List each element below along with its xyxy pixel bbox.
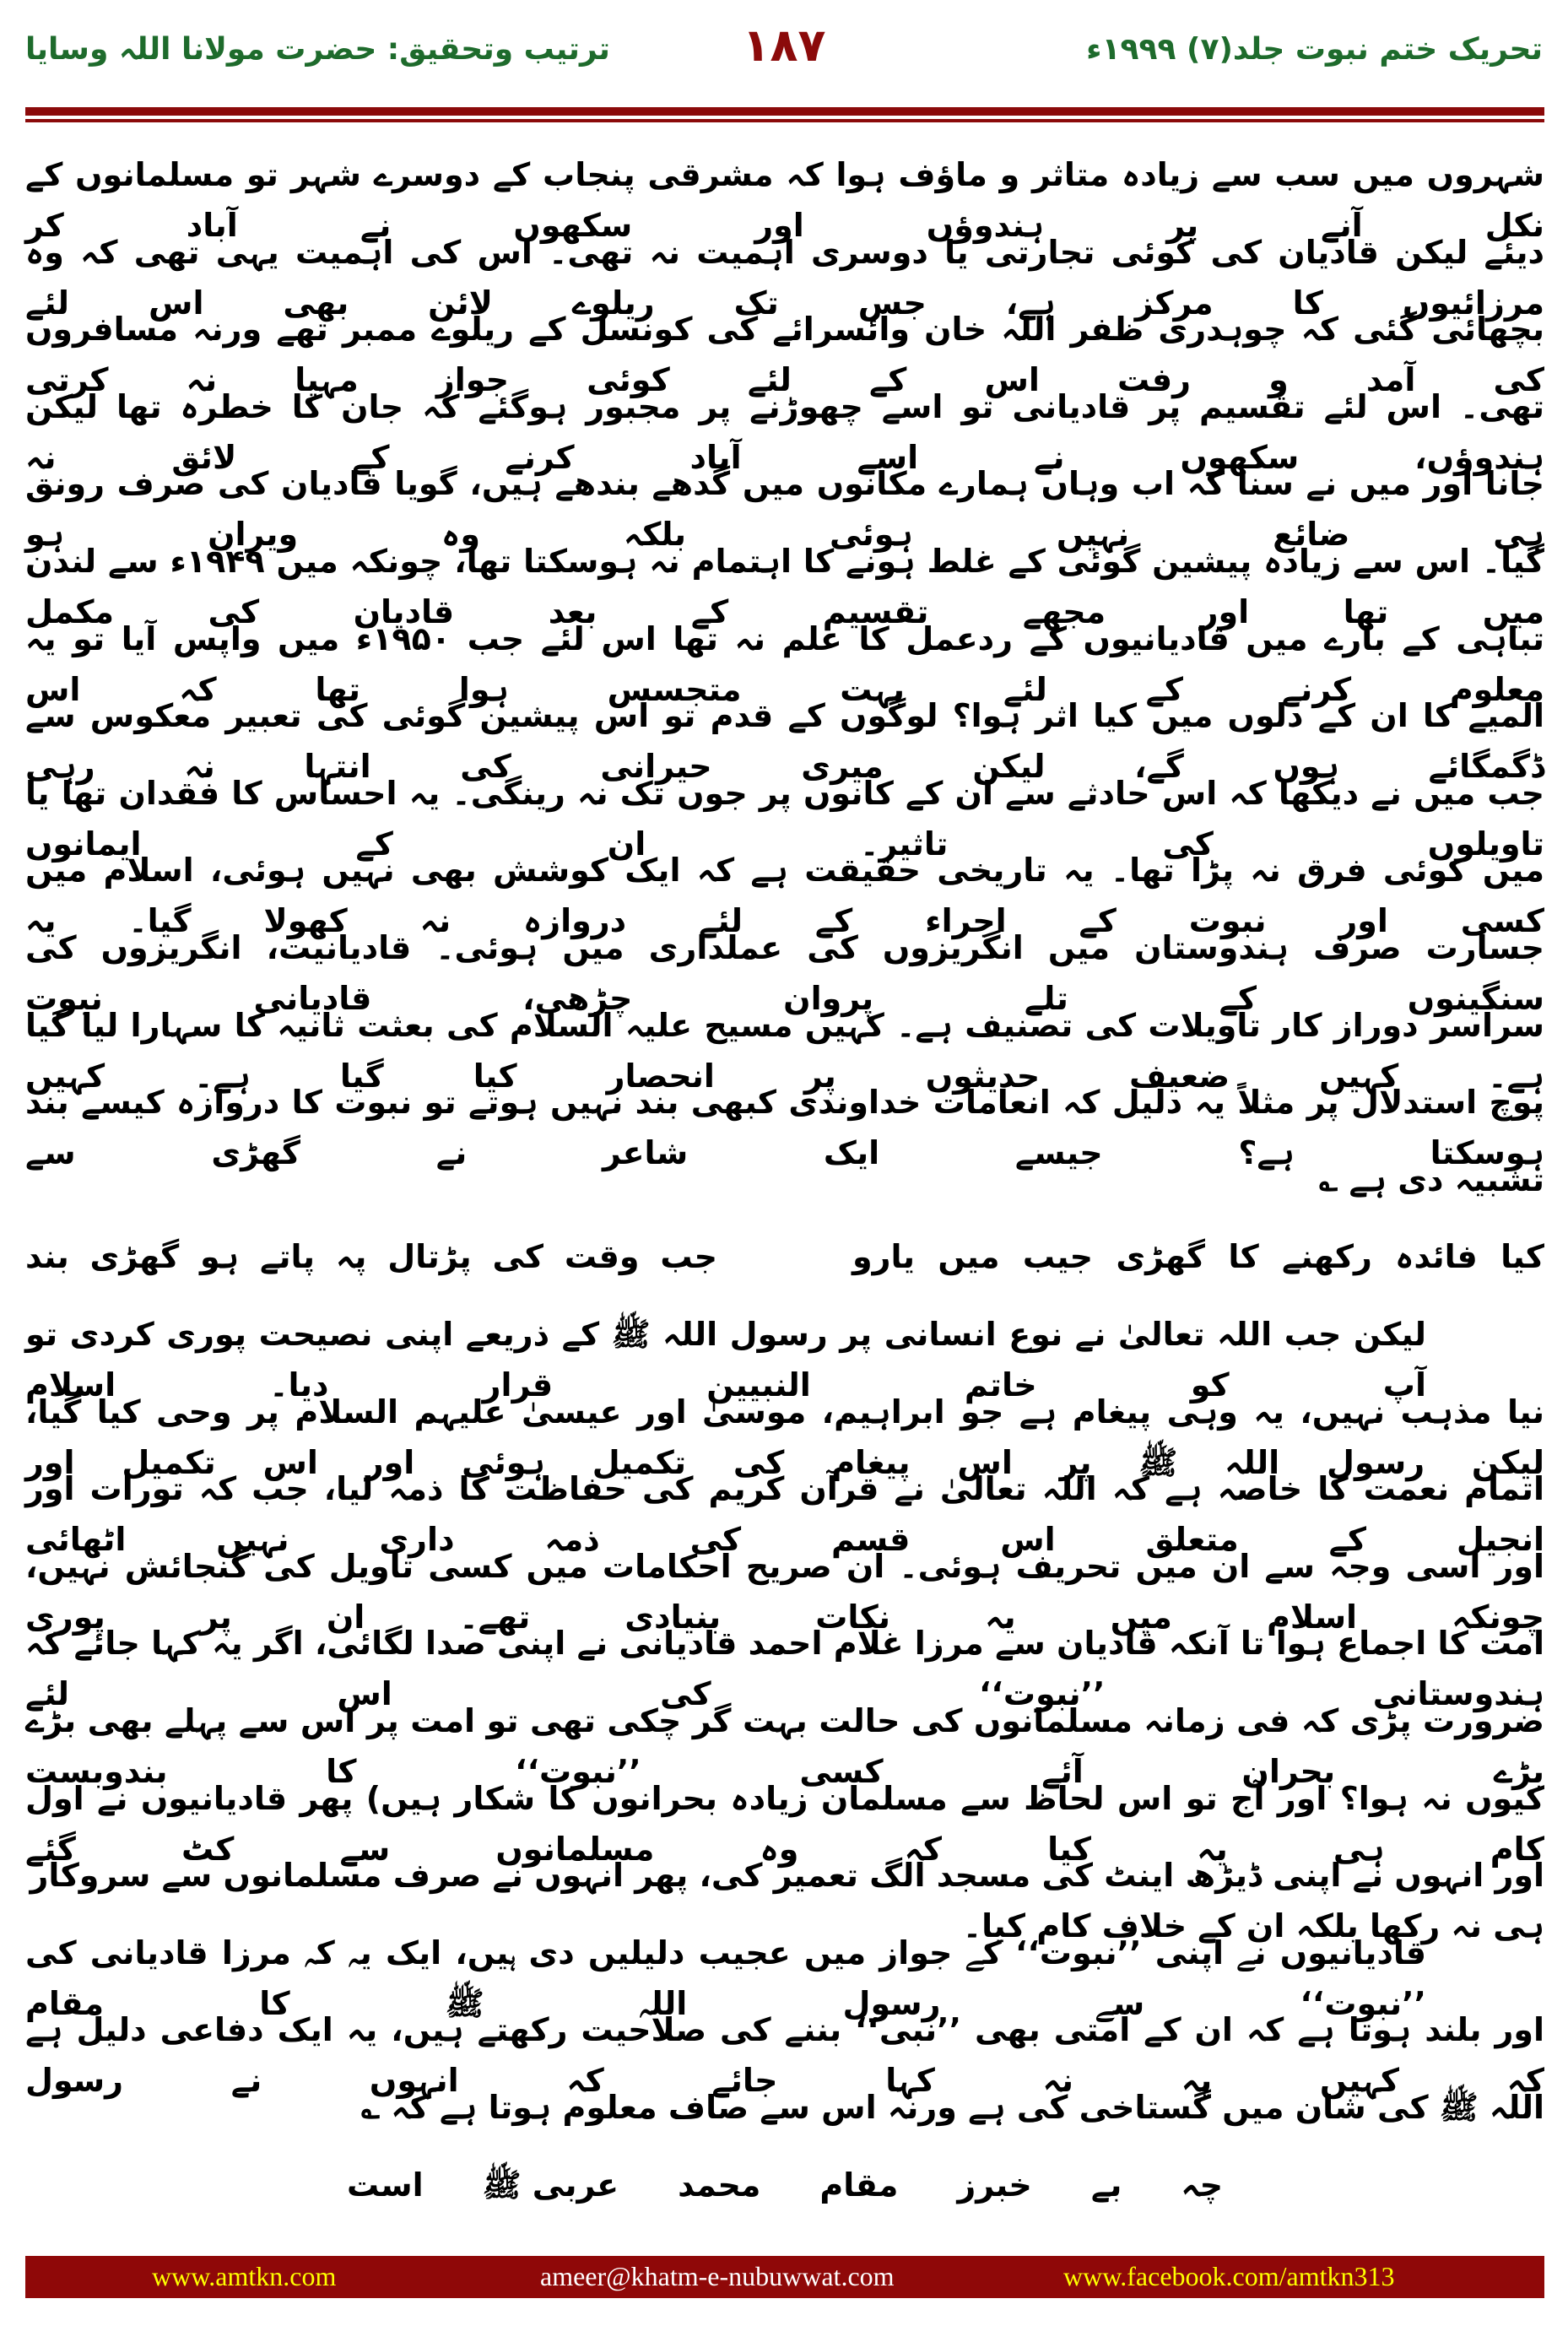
text-line: تھی۔ اس لئے تقسیم پر قادیانی تو اسے چھوڑنے پر مجبور ہوگئے کہ جان کا خطرہ تھا لیکن ہندوؤں، سکھوں نے اسے آباد کرنے کے لائق نہ — [25, 387, 1544, 476]
text-line: لیکن جب اللہ تعالیٰ نے نوع انسانی پر رسول اللہ ﷺ کے ذریعے اپنی نصیحت پوری کردی تو آپ کو خاتم النبیین قرار دیا۔ اسلام — [25, 1316, 1426, 1404]
text-line: اتمام نعمت کا خاصہ ہے کہ اللہ تعالیٰ نے قرآن کریم کی حفاظت کا ذمہ لیا، جب کہ تورات اور انجیل کے متعلق اس قسم کی ذمہ داری نہیں اٹھائی — [25, 1470, 1544, 1559]
verse-word: محمد — [678, 2166, 761, 2204]
text-line: اور بلند ہوتا ہے کہ ان کے امتی بھی ’’نبی‘‘ بننے کی صلاحیت رکھتے ہیں، یہ ایک دفاعی دلیل ہے کہ کہیں یہ نہ کہا جائے کہ انہوں نے رسول — [25, 2011, 1544, 2100]
verse-word: چہ — [1181, 2166, 1224, 2204]
email-link[interactable]: ameer@khatm-e-nubuwwat.com — [540, 2261, 895, 2291]
text-line: اور انہوں نے اپنی ڈیڑھ اینٹ کی مسجد الگ تعمیر کی، پھر انہوں نے صرف مسلمانوں سے سروکار ہی نہ رکھا بلکہ ان کے خلاف کام کیا۔ — [30, 1857, 1544, 1945]
verse-word: بے — [1090, 2166, 1122, 2204]
hemistich: جب وقت کی پڑتال پہ پاتے ہو گھڑی بند — [25, 1238, 717, 1276]
page-number: ۱۸۷ — [742, 19, 826, 72]
hemistich: کیا فائدہ رکھنے کا گھڑی جیب میں یارو — [852, 1238, 1544, 1276]
header-rule-thin — [25, 119, 1544, 122]
verse-word: خبرز — [957, 2166, 1032, 2204]
text-line: اللہ ﷺ کی شان میں گستاخی کی ہے ورنہ اس سے صاف معلوم ہوتا ہے کہ ؎ — [360, 2089, 1544, 2126]
compiler-credit: ترتیب وتحقیق: حضرت مولانا اللہ وسایا — [25, 32, 610, 67]
website-link[interactable]: www.amtkn.com — [152, 2261, 337, 2291]
header-rule-thick — [25, 107, 1544, 116]
text-line: جسارت صرف ہندوستان میں انگریزوں کی عملداری میں ہوئی۔ قادیانیت، انگریزوں کی سنگینوں کے تلے پروان چڑھی، قادیانی نبوت — [25, 929, 1544, 1017]
text-line: دیئے لیکن قادیان کی کوئی تجارتی یا دوسری اہمیت نہ تھی۔ اس کی اہمیت یہی تھی کہ وہ مرزائیوں کا مرکز ہے، جس تک ریلوے لائن بھی اس لئے — [25, 233, 1544, 322]
text-line: تشبیہ دی ہے ؎ — [1318, 1160, 1544, 1198]
text-line: جانا اور میں نے سنا کہ اب وہاں ہمارے مکانوں میں گدھے بندھے ہیں، گویا قادیان کی صرف رونق ہی ضائع نہیں ہوئی بلکہ وہ ویران ہو — [25, 465, 1544, 554]
text-line: شہروں میں سب سے زیادہ متاثر و ماؤف ہوا کہ مشرقی پنجاب کے دوسرے شہر تو مسلمانوں کے نکل آنے پر ہندوؤں اور سکھوں نے آباد کر — [25, 156, 1544, 244]
text-line: تباہی کے بارے میں قادیانیوں کے ردعمل کا علم نہ تھا اس لئے جب ۱۹۵۰ء میں واپس آیا تو یہ معلوم کرنے کے لئے بہت متجسس ہوا تھا کہ اس — [25, 619, 1544, 708]
text-line: گیا۔ اس سے زیادہ پیشین گوئی کے غلط ہونے کا اہتمام نہ ہوسکتا تھا، چونکہ میں ۱۹۴۹ء سے لندن میں تھا اور مجھے تقسیم کے بعد قادیان کی مکمل — [25, 543, 1545, 630]
book-title: تحریک ختم نبوت جلد(۷) ۱۹۹۹ء — [1086, 32, 1543, 67]
verse-word: است — [346, 2166, 424, 2204]
couplet-line — [25, 2160, 1544, 2210]
text-line: جب میں نے دیکھا کہ اس حادثے سے ان کے کانوں پر جوں تک نہ رینگی۔ یہ احساس کا فقدان تھا یا تاویلوں کی تاثیر۔ ان کے ایمانوں — [25, 774, 1544, 863]
couplet-line — [25, 1231, 1544, 1282]
text-line: پوچ استدلال پر مثلاً یہ دلیل کہ انعامات خداوندی کبھی بند نہیں ہوتے تو نبوت کا دروازہ کیسے بند ہوسکتا ہے؟ جیسے ایک شاعر نے گھڑی سے — [25, 1084, 1544, 1172]
text-line: نیا مذہب نہیں، یہ وہی پیغام ہے جو ابراہیم، موسیٰ اور عیسیٰ علیہم السلام پر وحی کیا گیا، لیکن رسول اللہ ﷺ پر اس پیغام کی تکمیل ہوئی اور اس تکمیل اور — [25, 1393, 1544, 1481]
text-line: امت کا اجماع ہوا تا آنکہ قادیان سے مرزا غلام احمد قادیانی نے اپنی صدا لگائی، اگر یہ کہا جائے کہ ہندوستانی ’’نبوت‘‘ کی اس لئے — [25, 1625, 1544, 1713]
text-line: اور اسی وجہ سے ان میں تحریف ہوئی۔ ان صریح احکامات میں کسی تاویل کی گنجائش نہیں، چونکہ اسلام میں یہ نکات بنیادی تھے۔ ان پر پوری — [25, 1547, 1544, 1636]
verse-word: مقام — [819, 2166, 899, 2204]
text-line: قادیانیوں نے اپنی ’’نبوت‘‘ کے جواز میں عجیب دلیلیں دی ہیں، ایک یہ کہ مرزا قادیانی کی ’’نبوت‘‘ سے رسول اللہ ﷺ کا مقام — [25, 1934, 1426, 2022]
text-line: میں کوئی فرق نہ پڑا تھا۔ یہ تاریخی حقیقت ہے کہ ایک کوشش بھی نہیں ہوئی، اسلام میں کسی اور نبوت کے اجراء کے لئے دروازہ نہ کھولا گیا۔ یہ — [25, 852, 1544, 940]
text-line: ضرورت پڑی کہ فی زمانہ مسلمانوں کی حالت بہت گر چکی تھی تو امت پر اس سے پہلے بھی بڑے بڑے بحران آئے کسی ’’نبوت‘‘ کا بندوبست — [25, 1702, 1544, 1790]
text-line: بچھائی گئی کہ چوہدری ظفر اللہ خان وائسرائے کی کونسل کے ریلوے ممبر تھے ورنہ مسافروں کی آمد و رفت اس کے لئے کوئی جواز مہیا نہ کرتی — [25, 311, 1544, 399]
text-line: کیوں نہ ہوا؟ اور آج تو اس لحاظ سے مسلمان زیادہ بحرانوں کا شکار ہیں) پھر قادیانیوں نے اول کام ہی یہ کیا کہ وہ مسلمانوں سے کٹ گئے — [25, 1779, 1544, 1868]
facebook-link[interactable]: www.facebook.com/amtkn313 — [1063, 2261, 1395, 2291]
verse-word: عربی ﷺ — [482, 2166, 619, 2204]
footer-bar — [25, 2256, 1544, 2298]
text-line: المیے کا ان کے دلوں میں کیا اثر ہوا؟ لوگوں کے قدم تو اس پیشین گوئی کی تعبیر معکوس سے ڈگمگائے ہوں گے، لیکن میری حیرانی کی انتہا نہ رہی — [25, 697, 1544, 786]
text-line: سراسر دوراز کار تاویلات کی تصنیف ہے۔ کہیں مسیح علیہ السلام کی بعثت ثانیہ کا سہارا لیا گیا ہے۔ کہیں ضعیف حدیثوں پر انحصار کیا گیا ہے۔ کہیں — [25, 1006, 1544, 1095]
